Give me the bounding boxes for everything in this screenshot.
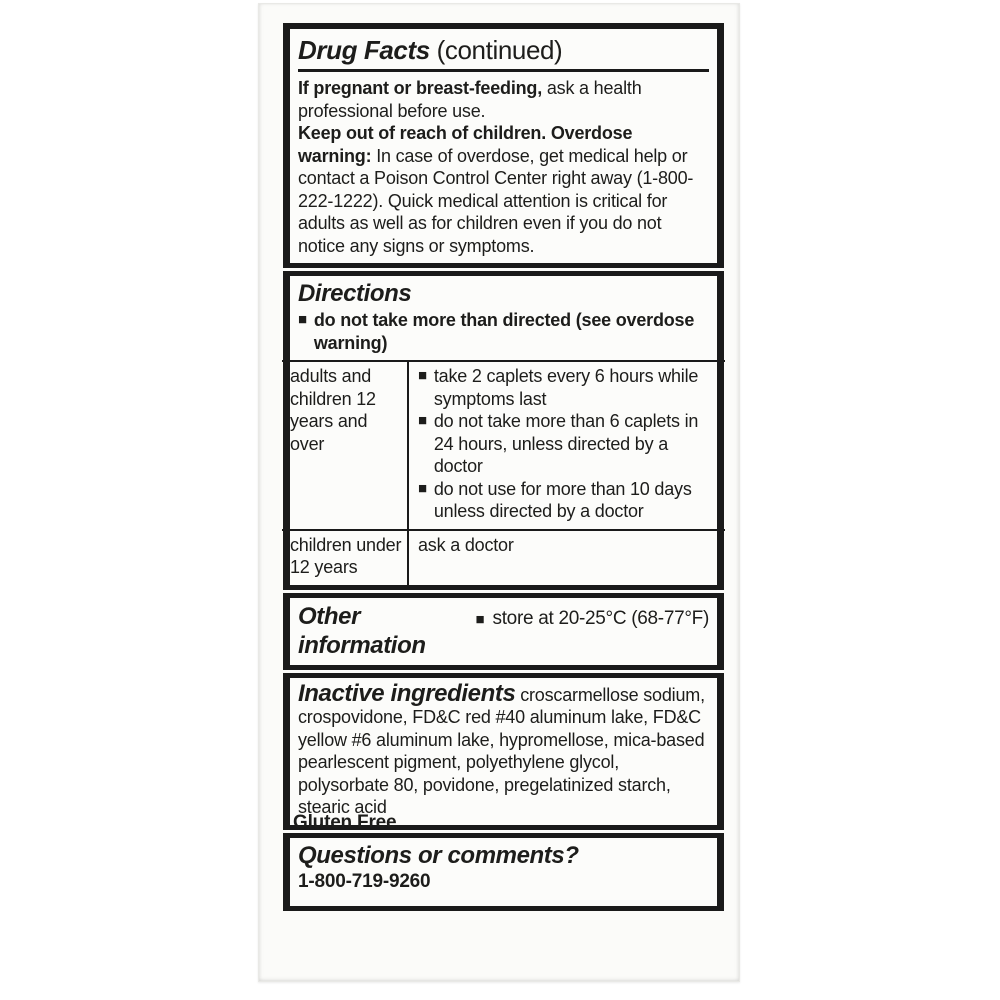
inactive-ingredients-paragraph — [298, 681, 709, 819]
inactive-ingredients-heading: Inactive ingredients — [298, 679, 516, 707]
directions-heading: Directions — [298, 280, 412, 307]
keep-out-of-reach-warning — [298, 122, 709, 257]
dosage-bullet-1-text: take 2 caplets every 6 hours while symptoms last — [433, 366, 699, 409]
section-questions-or-comments — [283, 833, 724, 911]
table-row-children — [282, 529, 725, 585]
keep-out-warning-lead: Keep out of reach of children. Overdose warning: — [298, 123, 633, 166]
bullet-square-icon: ■ — [475, 610, 485, 628]
pregnancy-warning-lead: If pregnant or breast-feeding, — [298, 78, 543, 98]
storage-instruction-text: store at 20-25°C (68-77°F) — [492, 607, 709, 629]
questions-heading: Questions or comments? — [298, 841, 579, 869]
dosage-bullet-2 — [418, 410, 721, 478]
section-drug-facts-header — [283, 23, 724, 268]
section-directions — [283, 271, 724, 590]
other-information-heading: Other information — [298, 602, 426, 659]
section-other-information — [283, 593, 724, 670]
directions-note-text: do not take more than directed (see overdose warning) — [313, 310, 695, 353]
dosage-bullet-2-text: do not take more than 6 caplets in 24 hours, unless directed by a doctor — [433, 411, 699, 476]
gluten-free-badge: Gluten Free — [293, 812, 397, 833]
title-divider-rule — [298, 69, 709, 72]
dosage-bullet-3-text: do not use for more than 10 days unless directed by a doctor — [433, 478, 692, 521]
pregnancy-warning-rest: ask a health professional before use. — [298, 78, 642, 121]
dosage-instructions-cell: ask a doctor — [418, 534, 514, 555]
age-group-cell: adults and children 12 years and over — [282, 362, 409, 529]
pregnancy-warning — [298, 77, 709, 122]
keep-out-warning-rest: In case of overdose, get medical help or contact a Poison Control Center right away (1-800-222-1222). Quick medical attention is critical for adults as well as for children even if you do not notice any signs or symptoms. — [298, 145, 694, 256]
storage-instruction — [475, 608, 709, 630]
bullet-square-icon: ■ — [418, 412, 427, 429]
directions-note — [298, 309, 709, 354]
bullet-square-icon: ■ — [418, 479, 427, 497]
other-information-line — [298, 602, 709, 660]
table-row-adults — [282, 362, 725, 529]
dosage-bullet-3 — [418, 478, 721, 523]
drug-facts-continued-text: (continued) — [436, 35, 563, 65]
directions-dosage-table — [282, 360, 725, 585]
drug-facts-title-text: Drug Facts — [298, 35, 430, 65]
dosage-instructions-cell — [409, 362, 725, 529]
drug-facts-title — [298, 32, 709, 66]
questions-phone-number: 1-800-719-9260 — [298, 870, 431, 892]
dosage-bullet-1 — [418, 365, 721, 410]
medicine-package-back-panel — [258, 3, 740, 982]
age-group-cell: children under 12 years — [282, 531, 409, 585]
bullet-square-icon: ■ — [418, 367, 427, 384]
bullet-square-icon: ■ — [298, 311, 307, 328]
inactive-ingredients-list: croscarmellose sodium, crospovidone, FD&C red #40 aluminum lake, FD&C yellow #6 aluminum lake, hypromellose, mica-based pearlescent pigment, polyethylene glycol, polysorbate 80, povidone, pregelatinized starch, stearic acid — [298, 684, 705, 817]
drug-facts-panel — [283, 23, 724, 914]
section-inactive-ingredients — [283, 673, 724, 830]
